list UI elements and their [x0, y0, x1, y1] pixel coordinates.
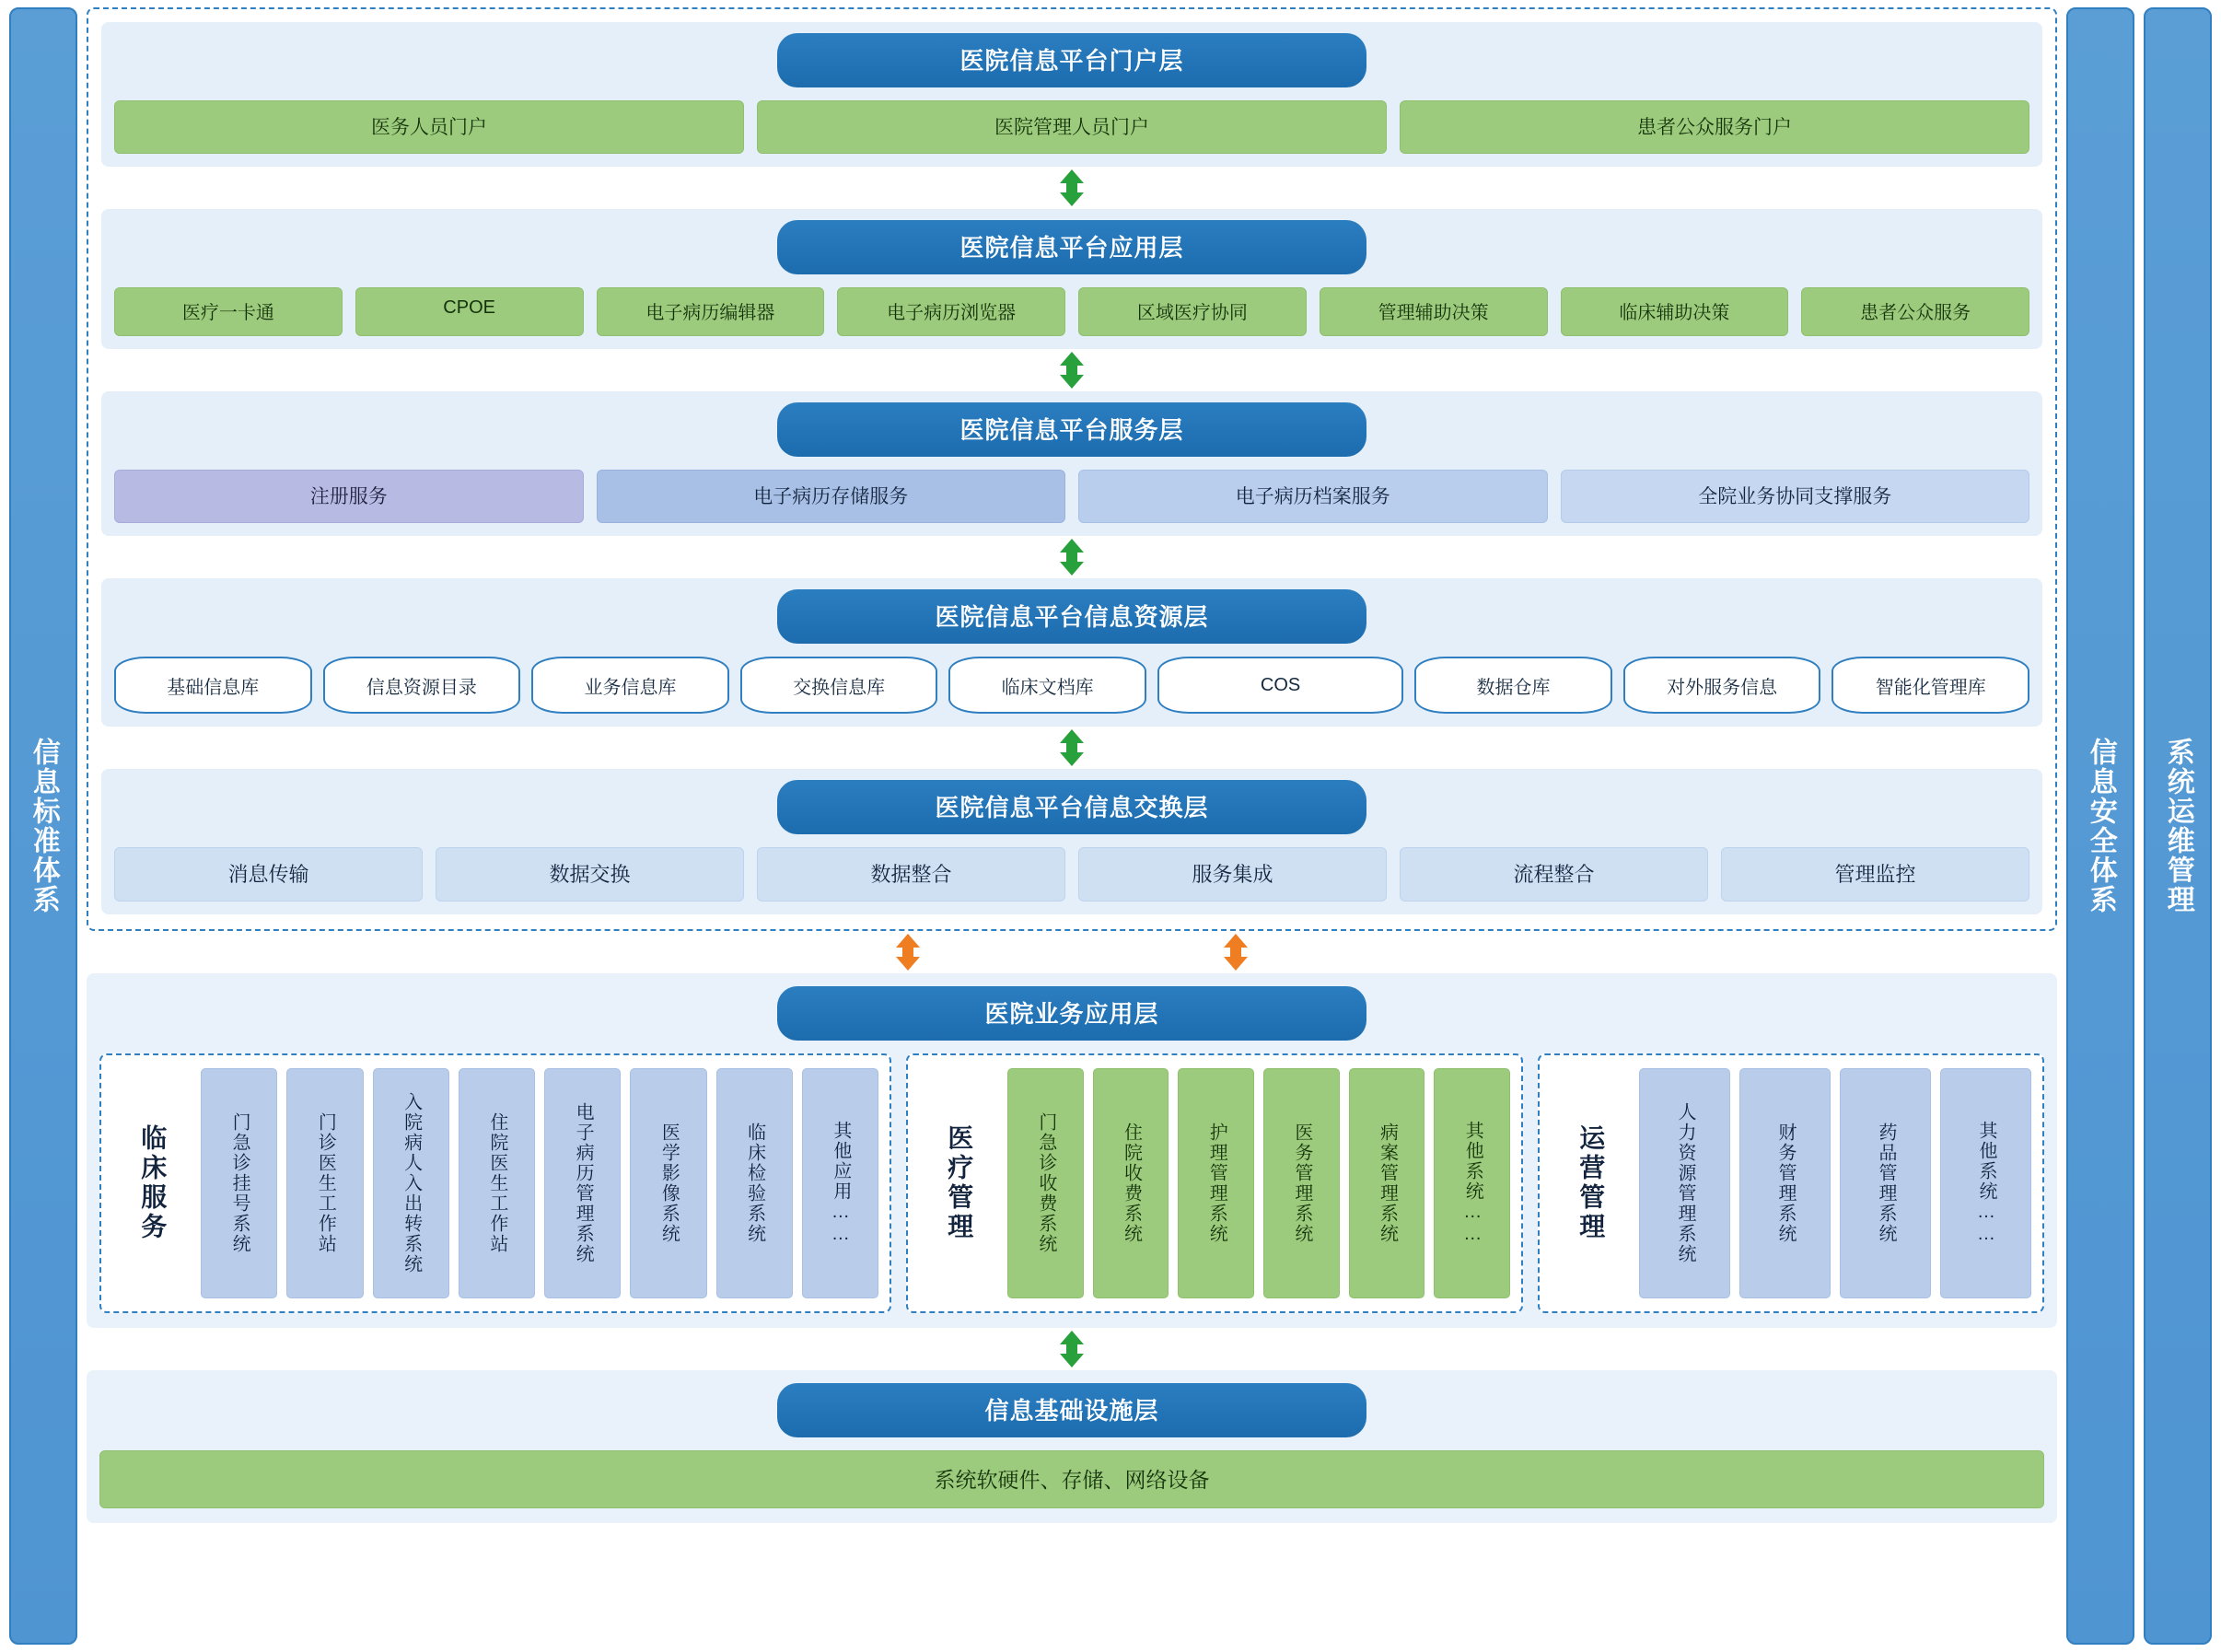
group-clinical-services [99, 1053, 891, 1313]
medmgmt-item-4[interactable]: 病案管理系统 [1349, 1068, 1425, 1298]
database-icon-intelligent-management[interactable]: 智能化管理库 [1831, 657, 2029, 714]
medmgmt-item-3[interactable]: 医务管理系统 [1263, 1068, 1340, 1298]
resource-layer-title: 医院信息平台信息资源层 [777, 589, 1366, 644]
database-icon-basic-info[interactable]: 基础信息库 [114, 657, 312, 714]
exchange-item-0[interactable]: 消息传输 [114, 847, 423, 902]
service-item-0[interactable]: 注册服务 [114, 470, 584, 523]
arrow-business-to-infrastructure [87, 1328, 2057, 1370]
arrow-service-to-resource [101, 536, 2042, 578]
portal-layer-title: 医院信息平台门户层 [777, 33, 1366, 87]
database-icon-cos[interactable]: COS [1157, 657, 1403, 714]
double-arrow-icon [1224, 934, 1248, 971]
exchange-layer-title: 医院信息平台信息交换层 [777, 780, 1366, 834]
service-item-3[interactable]: 全院业务协同支撑服务 [1561, 470, 2030, 523]
resource-layer [101, 578, 2042, 727]
portal-item-patient[interactable]: 患者公众服务门户 [1400, 100, 2029, 154]
sidebar-system-ops-management: 系统运维管理 [2144, 7, 2212, 1645]
double-arrow-icon [1060, 352, 1084, 389]
clinical-item-6[interactable]: 临床检验系统 [716, 1068, 793, 1298]
group-label-medical-management: 医疗管理 [945, 1124, 974, 1242]
group-medical-management [906, 1053, 1523, 1313]
group-label-operations: 运营管理 [1576, 1124, 1606, 1242]
double-arrow-icon [1060, 169, 1084, 206]
arrow-resource-to-exchange [101, 727, 2042, 769]
ops-item-2[interactable]: 药品管理系统 [1840, 1068, 1931, 1298]
infrastructure-bar[interactable]: 系统软硬件、存储、网络设备 [99, 1450, 2044, 1508]
app-item-3[interactable]: 电子病历浏览器 [837, 287, 1065, 336]
clinical-item-1[interactable]: 门诊医生工作站 [286, 1068, 363, 1298]
clinical-item-4[interactable]: 电子病历管理系统 [544, 1068, 621, 1298]
exchange-item-1[interactable]: 数据交换 [436, 847, 744, 902]
infrastructure-layer [87, 1370, 2057, 1523]
service-item-2[interactable]: 电子病历档案服务 [1078, 470, 1548, 523]
ops-item-3[interactable]: 其他系统…… [1940, 1068, 2031, 1298]
application-layer [101, 209, 2042, 349]
clinical-item-3[interactable]: 住院医生工作站 [459, 1068, 535, 1298]
service-item-1[interactable]: 电子病历存储服务 [597, 470, 1066, 523]
medmgmt-item-5[interactable]: 其他系统…… [1434, 1068, 1510, 1298]
app-item-6[interactable]: 临床辅助决策 [1561, 287, 1789, 336]
app-item-2[interactable]: 电子病历编辑器 [597, 287, 825, 336]
clinical-item-5[interactable]: 医学影像系统 [630, 1068, 706, 1298]
medmgmt-item-1[interactable]: 住院收费系统 [1093, 1068, 1169, 1298]
portal-item-admin[interactable]: 医院管理人员门户 [757, 100, 1387, 154]
database-icon-business-info[interactable]: 业务信息库 [531, 657, 729, 714]
app-item-4[interactable]: 区域医疗协同 [1078, 287, 1307, 336]
arrow-platform-to-business [87, 931, 2057, 973]
clinical-item-7[interactable]: 其他应用…… [802, 1068, 878, 1298]
double-arrow-icon [896, 934, 920, 971]
group-operations-management [1538, 1053, 2044, 1313]
resource-layer-items [114, 657, 2029, 714]
exchange-layer [101, 769, 2042, 914]
business-layer-title: 医院业务应用层 [777, 986, 1366, 1041]
app-item-5[interactable]: 管理辅助决策 [1320, 287, 1548, 336]
arrow-application-to-service [101, 349, 2042, 391]
exchange-item-4[interactable]: 流程整合 [1400, 847, 1708, 902]
database-icon-clinical-documents[interactable]: 临床文档库 [948, 657, 1146, 714]
database-icon-external-service-info[interactable]: 对外服务信息 [1623, 657, 1821, 714]
ops-item-0[interactable]: 人力资源管理系统 [1639, 1068, 1730, 1298]
business-application-layer [87, 973, 2057, 1328]
service-layer [101, 391, 2042, 536]
hospital-information-platform-container [87, 7, 2057, 931]
double-arrow-icon [1060, 1331, 1084, 1367]
app-item-7[interactable]: 患者公众服务 [1801, 287, 2029, 336]
exchange-item-3[interactable]: 服务集成 [1078, 847, 1387, 902]
double-arrow-icon [1060, 729, 1084, 766]
database-icon-data-warehouse[interactable]: 数据仓库 [1414, 657, 1612, 714]
app-item-1[interactable]: CPOE [355, 287, 584, 336]
portal-item-staff[interactable]: 医务人员门户 [114, 100, 744, 154]
business-layer-groups [99, 1053, 2044, 1313]
infrastructure-layer-title: 信息基础设施层 [777, 1383, 1366, 1437]
application-layer-title: 医院信息平台应用层 [777, 220, 1366, 274]
double-arrow-icon [1060, 539, 1084, 576]
exchange-item-2[interactable]: 数据整合 [757, 847, 1065, 902]
group-label-clinical: 临床服务 [138, 1124, 168, 1242]
portal-layer-items [114, 100, 2029, 154]
ops-item-1[interactable]: 财务管理系统 [1739, 1068, 1831, 1298]
sidebar-information-security-system: 信息安全体系 [2066, 7, 2134, 1645]
exchange-item-5[interactable]: 管理监控 [1721, 847, 2029, 902]
app-item-0[interactable]: 医疗一卡通 [114, 287, 343, 336]
medmgmt-item-2[interactable]: 护理管理系统 [1178, 1068, 1254, 1298]
clinical-item-0[interactable]: 门急诊挂号系统 [201, 1068, 277, 1298]
database-icon-exchange-info[interactable]: 交换信息库 [740, 657, 938, 714]
application-layer-items [114, 287, 2029, 336]
sidebar-information-standard-system: 信息标准体系 [9, 7, 77, 1645]
medmgmt-item-0[interactable]: 门急诊收费系统 [1007, 1068, 1084, 1298]
clinical-item-2[interactable]: 入院病人入出转系统 [373, 1068, 449, 1298]
service-layer-items [114, 470, 2029, 523]
portal-layer [101, 22, 2042, 167]
database-icon-resource-catalog[interactable]: 信息资源目录 [323, 657, 521, 714]
diagram-center-column [87, 7, 2057, 1645]
exchange-layer-items [114, 847, 2029, 902]
arrow-portal-to-application [101, 167, 2042, 209]
service-layer-title: 医院信息平台服务层 [777, 402, 1366, 457]
